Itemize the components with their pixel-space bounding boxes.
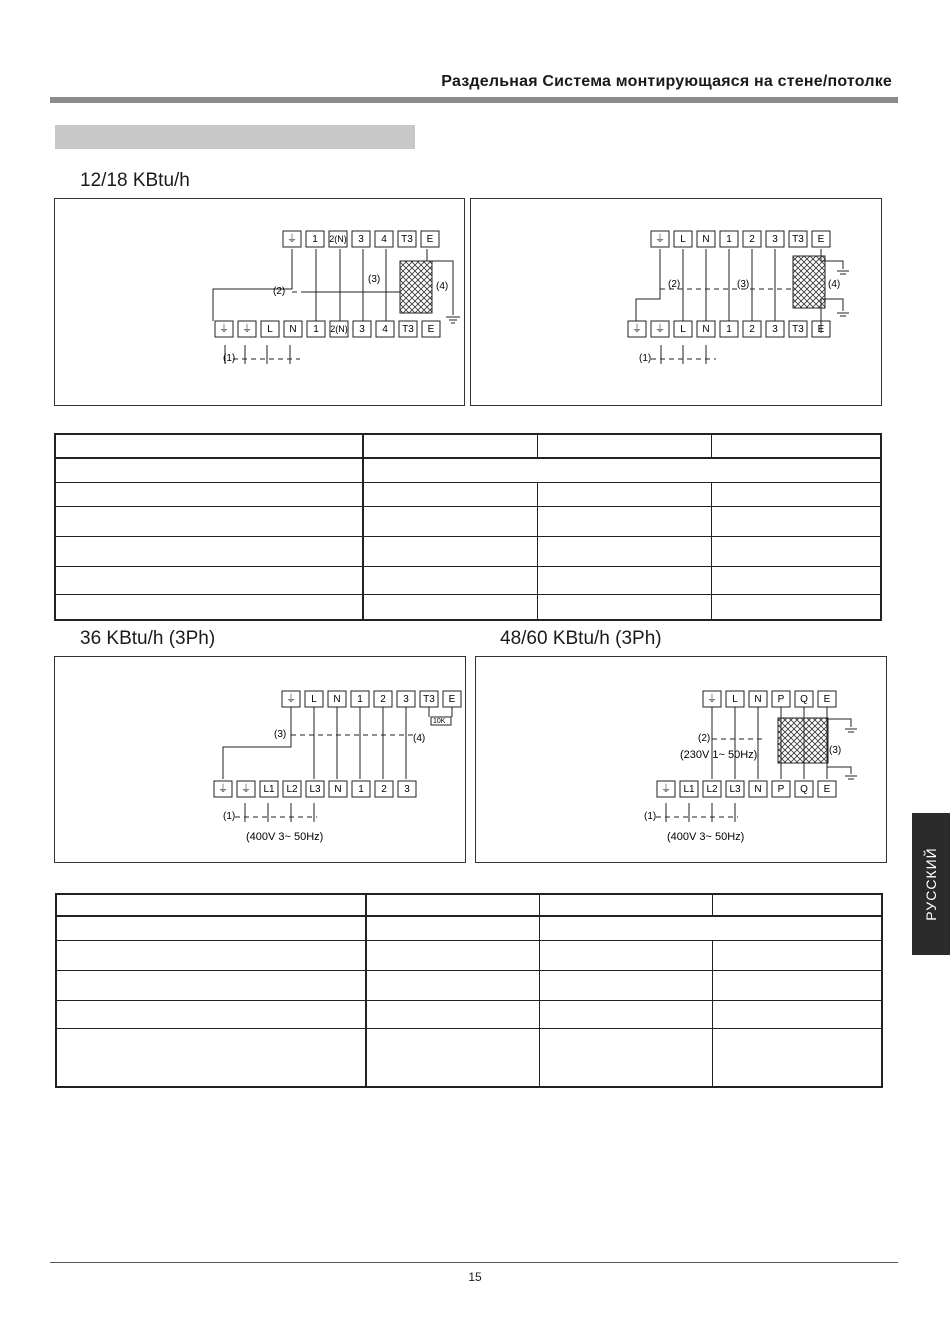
terminal-label: ⏚ bbox=[287, 234, 297, 245]
terminal-label: 3 bbox=[404, 784, 410, 795]
terminal-label: 1 bbox=[312, 234, 318, 245]
supply-label: (400V 3~ 50Hz) bbox=[246, 831, 324, 843]
terminal-label: ⏚ bbox=[707, 694, 717, 705]
terminal-label: 3 bbox=[772, 324, 778, 335]
wiring-diagram-1-svg bbox=[55, 199, 464, 405]
terminal-label: T3 bbox=[401, 234, 413, 245]
terminal-label: ⏚ bbox=[661, 784, 671, 795]
terminal-label: 1 bbox=[726, 324, 732, 335]
terminal-label: 3 bbox=[358, 234, 364, 245]
terminal-label: P bbox=[777, 784, 785, 795]
terminal-label: L bbox=[732, 694, 738, 705]
wiring-diagram-4-svg bbox=[476, 657, 886, 862]
terminal-label: L2 bbox=[706, 784, 718, 795]
wiring-diagram-48-60 bbox=[475, 656, 887, 863]
terminal-label: 1 bbox=[313, 324, 319, 335]
wiring-diagram-2-svg bbox=[471, 199, 881, 405]
terminal-label: L3 bbox=[729, 784, 741, 795]
terminal-label: Q bbox=[800, 784, 808, 795]
terminal-label: ⏚ bbox=[286, 694, 296, 705]
terminal-label: E bbox=[427, 324, 435, 335]
terminal-label: ⏚ bbox=[655, 234, 665, 245]
terminal-label: N bbox=[333, 694, 341, 705]
terminal-label: E bbox=[823, 784, 831, 795]
wiring-diagram-12-18-a bbox=[54, 198, 465, 406]
supply-label-three: (400V 3~ 50Hz) bbox=[667, 831, 745, 843]
resistor-label: 10K bbox=[433, 718, 446, 725]
terminal-label: 3 bbox=[772, 234, 778, 245]
label-4: (4) bbox=[436, 281, 449, 292]
label-3: (3) bbox=[737, 279, 750, 290]
terminal-label: E bbox=[817, 234, 825, 245]
section-title-48-60: 48/60 KBtu/h (3Ph) bbox=[500, 628, 662, 649]
terminal-label: P bbox=[777, 694, 785, 705]
footer-rule bbox=[50, 1262, 898, 1263]
terminal-label: T3 bbox=[792, 324, 804, 335]
terminal-label: L1 bbox=[263, 784, 275, 795]
wiring-spec-table-2 bbox=[55, 893, 883, 1088]
label-1: (1) bbox=[639, 353, 652, 364]
terminal-label: 3 bbox=[359, 324, 365, 335]
terminal-label: ⏚ bbox=[655, 324, 665, 335]
terminal-label: 2 bbox=[381, 784, 387, 795]
wiring-diagram-12-18-b bbox=[470, 198, 882, 406]
language-tab bbox=[912, 813, 950, 955]
terminal-label: 4 bbox=[382, 324, 388, 335]
terminal-label: 1 bbox=[726, 234, 732, 245]
label-3: (3) bbox=[368, 274, 381, 285]
terminal-label: 2 bbox=[380, 694, 386, 705]
terminal-label: E bbox=[448, 694, 456, 705]
label-3: (3) bbox=[274, 729, 287, 740]
label-1: (1) bbox=[644, 811, 657, 822]
page-header-title: Раздельная Система монтирующаяся на стене/потолке bbox=[441, 73, 892, 90]
terminal-label: L3 bbox=[309, 784, 321, 795]
terminal-label: ⏚ bbox=[242, 324, 252, 335]
terminal-label: 2 bbox=[749, 324, 755, 335]
terminal-label: Q bbox=[800, 694, 808, 705]
supply-label-single: (230V 1~ 50Hz) bbox=[680, 749, 758, 761]
terminal-label: E bbox=[426, 234, 434, 245]
terminal-label: L1 bbox=[683, 784, 695, 795]
terminal-label: L2 bbox=[286, 784, 298, 795]
language-tab-label: РУССКИЙ bbox=[923, 847, 939, 921]
terminal-label: T3 bbox=[423, 694, 435, 705]
label-2: (2) bbox=[668, 279, 681, 290]
terminal-label: N bbox=[289, 324, 297, 335]
label-4: (4) bbox=[828, 279, 841, 290]
wiring-diagram-3-svg bbox=[55, 657, 465, 862]
terminal-label: N bbox=[754, 694, 762, 705]
label-4: (4) bbox=[413, 733, 426, 744]
terminal-label: 1 bbox=[358, 784, 364, 795]
header-rule bbox=[50, 97, 898, 103]
terminal-label: N bbox=[702, 234, 710, 245]
terminal-label: E bbox=[823, 694, 831, 705]
label-3: (3) bbox=[829, 745, 842, 756]
terminal-label: 1 bbox=[357, 694, 363, 705]
label-2: (2) bbox=[698, 733, 711, 744]
terminal-label: 3 bbox=[403, 694, 409, 705]
terminal-label: ⏚ bbox=[219, 324, 229, 335]
terminal-label: T3 bbox=[792, 234, 804, 245]
label-1: (1) bbox=[223, 811, 236, 822]
terminal-label: N bbox=[334, 784, 342, 795]
terminal-label: L bbox=[267, 324, 273, 335]
terminal-label: 2(N) bbox=[329, 234, 347, 244]
section-title-36: 36 KBtu/h (3Ph) bbox=[80, 628, 216, 649]
terminal-label: N bbox=[702, 324, 710, 335]
section-heading-band bbox=[55, 125, 415, 149]
terminal-label: N bbox=[754, 784, 762, 795]
terminal-label: ⏚ bbox=[218, 784, 228, 795]
terminal-label: 2(N) bbox=[330, 324, 348, 334]
label-2: (2) bbox=[273, 286, 286, 297]
terminal-label: 4 bbox=[381, 234, 387, 245]
terminal-label: L bbox=[680, 324, 686, 335]
terminal-label: ⏚ bbox=[241, 784, 251, 795]
label-1: (1) bbox=[223, 353, 236, 364]
wiring-diagram-36 bbox=[54, 656, 466, 863]
wiring-spec-table-1 bbox=[54, 433, 882, 621]
terminal-label: T3 bbox=[402, 324, 414, 335]
terminal-label: L bbox=[311, 694, 317, 705]
terminal-label: 2 bbox=[749, 234, 755, 245]
page-number: 15 bbox=[468, 1270, 482, 1284]
terminal-label: L bbox=[680, 234, 686, 245]
terminal-label: ⏚ bbox=[632, 324, 642, 335]
terminal-label: E bbox=[817, 324, 825, 335]
section-title-12-18: 12/18 KBtu/h bbox=[80, 170, 190, 191]
